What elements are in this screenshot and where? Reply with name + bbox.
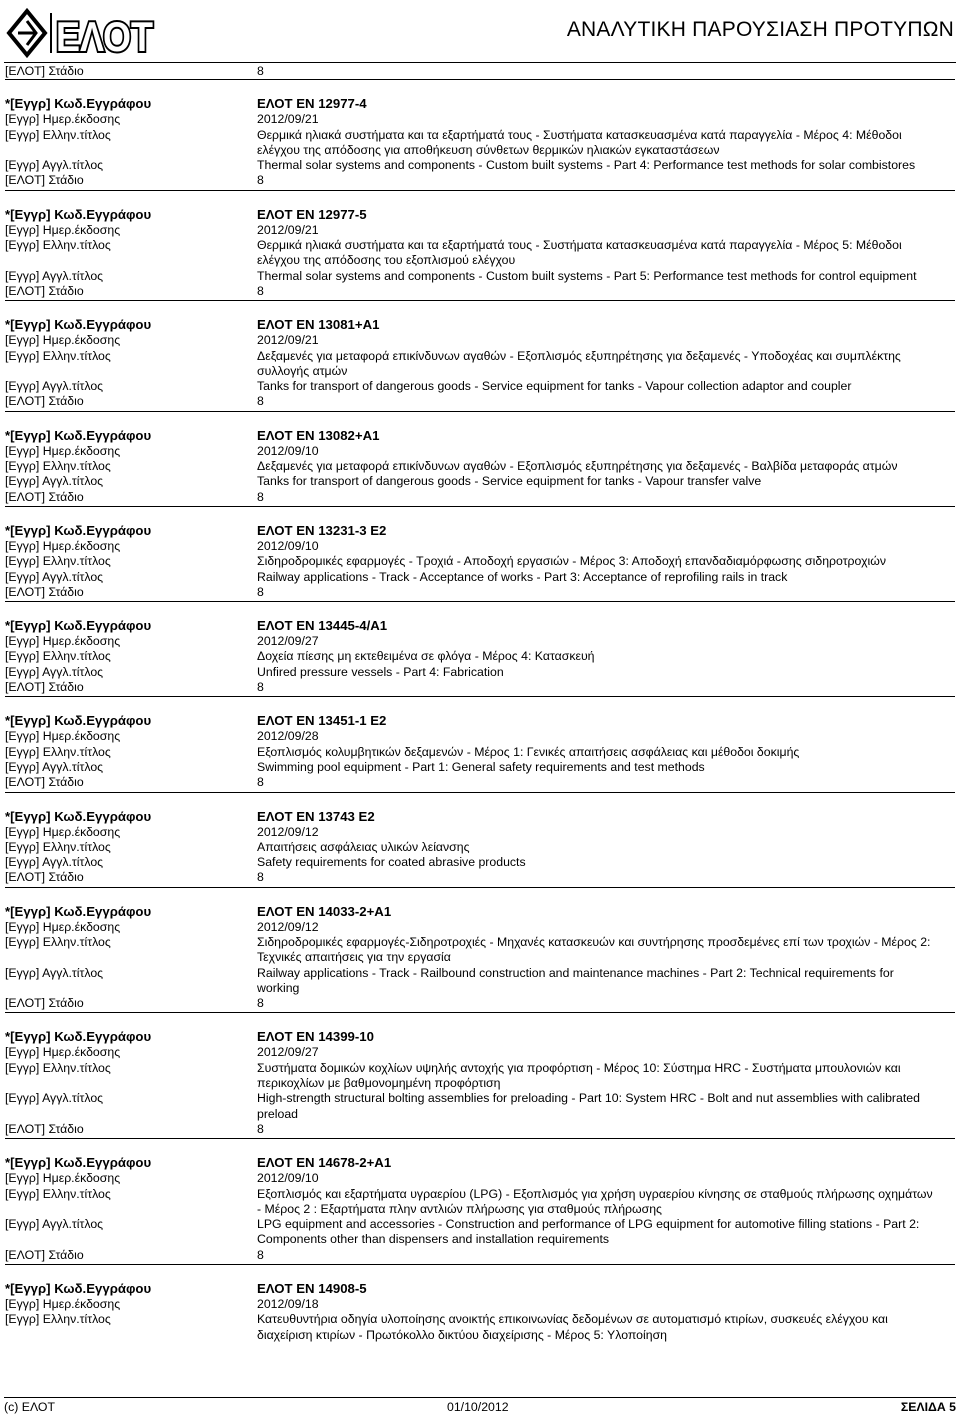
greek-title: Δοχεία πίεσης μη εκτεθειμένα σε φλόγα - Μέρος 4: Κατασκευή [257,649,595,664]
issue-date: 2012/09/10 [257,443,319,458]
print-date: 01/10/2012 [447,1400,509,1414]
greek-title: Σιδηροδρομικές εφαρμογές-Σιδηροτροχιές - Μηχανές κατασκευών και συντήρησης προσδεμένες επί των τροχιών - Μέρος 2: Τεχνικές απαιτήσεις για την εργασία [257,934,931,965]
stage-label: [ΕΛΟΤ] Στάδιο [5,489,84,504]
date-label: [Εγγρ] Ημερ.έκδοσης [5,1297,121,1312]
standard-record [5,809,955,888]
stage-value: 8 [257,996,264,1011]
stage-label: [ΕΛΟΤ] Στάδιο [5,394,84,409]
stage-label: [ΕΛΟΤ] Στάδιο [5,680,84,695]
greek-title-label: [Εγγρ] Ελλην.τίτλος [5,649,111,664]
greek-title-label: [Εγγρ] Ελλην.τίτλος [5,348,111,363]
copyright: (c) ΕΛΟΤ [4,1400,55,1414]
greek-title-label: [Εγγρ] Ελλην.τίτλος [5,839,111,854]
date-label: [Εγγρ] Ημερ.έκδοσης [5,634,121,649]
stage-value: 8 [257,64,264,78]
english-title: Swimming pool equipment - Part 1: General safety requirements and test methods [257,759,705,774]
greek-title: Εξοπλισμός και εξαρτήματα υγραερίου (LPG) - Εξοπλισμός για χρήση υγραερίου κίνησης σε σταθμούς πλήρωσης οχημάτων - Μέρος 2 : Εξαρτήματα πλην αντλιών πλήρωσης για σταθμούς πλήρωσης [257,1186,933,1216]
issue-date: 2012/09/21 [257,112,319,127]
greek-title-label: [Εγγρ] Ελλην.τίτλος [5,127,111,142]
greek-title: Συστήματα δομικών κοχλίων υψηλής αντοχής για προφόρτιση - Μέρος 10: Σύστημα HRC - Συστήματα μπουλονιών και περικοχλίων με βαθμονομημένη προφόρτιση [257,1060,901,1091]
date-label: [Εγγρ] Ημερ.έκδοσης [5,824,121,839]
standard-record [5,207,955,301]
greek-title-label: [Εγγρ] Ελλην.τίτλος [5,554,111,569]
english-title-label: [Εγγρ] Αγγλ.τίτλος [5,965,104,980]
document-code: ΕΛΟΤ EN 13082+A1 [257,427,380,443]
greek-title-label: [Εγγρ] Ελλην.τίτλος [5,1060,111,1075]
page-footer [4,1397,956,1416]
greek-title-label: [Εγγρ] Ελλην.τίτλος [5,238,111,253]
stage-label: [ΕΛΟΤ] Στάδιο [5,1121,84,1136]
stage-label: [ΕΛΟΤ] Στάδιο [5,1247,84,1262]
date-label: [Εγγρ] Ημερ.έκδοσης [5,222,121,237]
greek-title-label: [Εγγρ] Ελλην.τίτλος [5,459,111,474]
greek-title: Σιδηροδρομικές εφαρμογές - Τροχιά - Αποδοχή εργασιών - Μέρος 3: Αποδοχή επανδαδιαμόρφωσης σιδηροτροχιών [257,554,887,569]
english-title: LPG equipment and accessories - Construction and performance of LPG equipment for automotive filling stations - Part 2: Components other than dispensers and installation requirements [257,1217,920,1247]
date-label: [Εγγρ] Ημερ.έκδοσης [5,333,121,348]
date-label: [Εγγρ] Ημερ.έκδοσης [5,1171,121,1186]
page-header [0,0,960,62]
stage-value: 8 [257,489,264,504]
english-title: Tanks for transport of dangerous goods - Service equipment for tanks - Vapour transfer valve [257,474,762,489]
standard-record [5,1155,955,1265]
code-label: *[Εγγρ] Κωδ.Εγγράφου [5,1281,152,1297]
document-code: ΕΛΟΤ EN 13081+A1 [257,317,380,333]
english-title-label: [Εγγρ] Αγγλ.τίτλος [5,158,104,173]
english-title: Tanks for transport of dangerous goods - Service equipment for tanks - Vapour collection adaptor and coupler [257,379,852,394]
stage-label: [ΕΛΟΤ] Στάδιο [5,870,84,885]
greek-title-label: [Εγγρ] Ελλην.τίτλος [5,1186,111,1201]
document-code: ΕΛΟΤ EN 13231-3 E2 [257,522,387,538]
document-code: ΕΛΟΤ EN 14678-2+A1 [257,1155,392,1171]
english-title-label: [Εγγρ] Αγγλ.τίτλος [5,1091,104,1106]
english-title: High-strength structural bolting assemblies for preloading - Part 10: System HRC - Bolt and nut assemblies with calibrated preload [257,1091,920,1121]
logo-text: ΕΛΟΤ [56,13,154,60]
stage-value: 8 [257,584,264,599]
english-title: Unfired pressure vessels - Part 4: Fabrication [257,664,504,679]
standard-record [5,618,955,697]
english-title: Safety requirements for coated abrasive products [257,855,526,870]
stage-label: [ΕΛΟΤ] Στάδιο [5,584,84,599]
stage-value: 8 [257,1247,264,1262]
english-title: Thermal solar systems and components - Custom built systems - Part 5: Performance test methods for control equipment [257,268,917,283]
english-title-label: [Εγγρ] Αγγλ.τίτλος [5,664,104,679]
standard-record [5,317,955,411]
date-label: [Εγγρ] Ημερ.έκδοσης [5,729,121,744]
document-code: ΕΛΟΤ EN 14908-5 [257,1281,367,1297]
issue-date: 2012/09/27 [257,1045,319,1060]
date-label: [Εγγρ] Ημερ.έκδοσης [5,1045,121,1060]
greek-title: Εξοπλισμός κολυμβητικών δεξαμενών - Μέρος 1: Γενικές απαιτήσεις ασφάλειας και μέθοδοι δοκιμής [257,744,800,759]
stage-value: 8 [257,775,264,790]
english-title-label: [Εγγρ] Αγγλ.τίτλος [5,474,104,489]
elot-logo [7,8,157,58]
issue-date: 2012/09/21 [257,222,319,237]
english-title-label: [Εγγρ] Αγγλ.τίτλος [5,569,104,584]
english-title: Railway applications - Track - Railbound construction and maintenance machines - Part 2: Technical requirements for working [257,965,894,995]
stage-label: [ΕΛΟΤ] Στάδιο [5,173,84,188]
document-code: ΕΛΟΤ EN 14033-2+A1 [257,903,392,919]
standard-record [5,1029,955,1139]
standard-record [5,713,955,792]
english-title-label: [Εγγρ] Αγγλ.τίτλος [5,268,104,283]
page-number: ΣΕΛΙΔΑ 5 [900,1400,956,1414]
greek-title-label: [Εγγρ] Ελλην.τίτλος [5,934,111,949]
stage-value: 8 [257,870,264,885]
date-label: [Εγγρ] Ημερ.έκδοσης [5,112,121,127]
greek-title: Απαιτήσεις ασφάλειας υλικών λείανσης [257,839,470,854]
stage-value: 8 [257,680,264,695]
greek-title: Δεξαμενές για μεταφορά επικίνδυνων αγαθών - Εξοπλισμός εξυπηρέτησης για δεξαμενές - Υποδοχέας και συμπλέκτης συλλογής ατμών [257,348,901,378]
standard-record [5,904,955,1014]
greek-title: Θερμικά ηλιακά συστήματα και τα εξαρτήματά τους - Συστήματα κατασκευασμένα κατά παραγγελία - Μέρος 5: Μέθοδοι ελέγχου της απόδοσης του εξοπλισμού ελέγχου [257,238,902,268]
document-code: ΕΛΟΤ EN 13743 E2 [257,808,375,824]
english-title-label: [Εγγρ] Αγγλ.τίτλος [5,1217,104,1232]
code-label: *[Εγγρ] Κωδ.Εγγράφου [5,427,152,443]
issue-date: 2012/09/21 [257,333,319,348]
code-label: *[Εγγρ] Κωδ.Εγγράφου [5,522,152,538]
standard-record [5,428,955,507]
code-label: *[Εγγρ] Κωδ.Εγγράφου [5,618,152,634]
english-title: Thermal solar systems and components - Custom built systems - Part 4: Performance test methods for solar combistores [257,158,916,173]
issue-date: 2012/09/18 [257,1297,319,1312]
issue-date: 2012/09/10 [257,1171,319,1186]
code-label: *[Εγγρ] Κωδ.Εγγράφου [5,317,152,333]
greek-title-label: [Εγγρ] Ελλην.τίτλος [5,744,111,759]
stage-value: 8 [257,283,264,298]
stage-value: 8 [257,1121,264,1136]
code-label: *[Εγγρ] Κωδ.Εγγράφου [5,713,152,729]
code-label: *[Εγγρ] Κωδ.Εγγράφου [5,808,152,824]
greek-title: Κατευθυντήρια οδηγία υλοποίησης ανοικτής επικοινωνίας δεδομένων σε αυτοματισμό κτιρίων, συσκευές ελέγχου και διαχείριση κτιρίων - Πρωτόκολλο δικτύου διαχείρισης - Μέρος 5: Υλοποίηση [257,1312,888,1342]
issue-date: 2012/09/10 [257,538,319,553]
english-title: Railway applications - Track - Acceptance of works - Part 3: Acceptance of reprofiling rails in track [257,569,788,584]
standard-record [5,523,955,602]
code-label: *[Εγγρ] Κωδ.Εγγράφου [5,206,152,222]
standard-record [5,1281,955,1344]
header-divider [4,62,956,63]
code-label: *[Εγγρ] Κωδ.Εγγράφου [5,96,152,112]
stage-label: [ΕΛΟΤ] Στάδιο [5,996,84,1011]
english-title-label: [Εγγρ] Αγγλ.τίτλος [5,855,104,870]
code-label: *[Εγγρ] Κωδ.Εγγράφου [5,1155,152,1171]
greek-title: Θερμικά ηλιακά συστήματα και τα εξαρτήματά τους - Συστήματα κατασκευασμένα κατά παραγγελία - Μέρος 4: Μέθοδοι ελέγχου της απόδοσης για αποθήκευση σύνθετων θερμικών ηλιακών εγκαταστάσεων [257,127,902,157]
code-label: *[Εγγρ] Κωδ.Εγγράφου [5,1029,152,1045]
english-title-label: [Εγγρ] Αγγλ.τίτλος [5,379,104,394]
greek-title-label: [Εγγρ] Ελλην.τίτλος [5,1312,111,1327]
stage-value: 8 [257,173,264,188]
continued-stage-row [5,64,955,80]
page-title: ΑΝΑΛΥΤΙΚΗ ΠΑΡΟΥΣΙΑΣΗ ΠΡΟΤΥΠΩΝ [566,18,954,41]
issue-date: 2012/09/12 [257,919,319,934]
document-code: ΕΛΟΤ EN 13445-4/A1 [257,618,388,634]
issue-date: 2012/09/28 [257,729,319,744]
records-list [5,64,955,1360]
date-label: [Εγγρ] Ημερ.έκδοσης [5,443,121,458]
issue-date: 2012/09/12 [257,824,319,839]
code-label: *[Εγγρ] Κωδ.Εγγράφου [5,903,152,919]
english-title-label: [Εγγρ] Αγγλ.τίτλος [5,759,104,774]
issue-date: 2012/09/27 [257,634,319,649]
stage-label: [ΕΛΟΤ] Στάδιο [5,775,84,790]
stage-label: [ΕΛΟΤ] Στάδιο [5,283,84,298]
standard-record [5,96,955,190]
stage-value: 8 [257,394,264,409]
document-code: ΕΛΟΤ EN 12977-4 [257,96,367,112]
greek-title: Δεξαμενές για μεταφορά επικίνδυνων αγαθών - Εξοπλισμός εξυπηρέτησης για δεξαμενές - Βαλβίδα μεταφοράς ατμών [257,459,898,474]
document-code: ΕΛΟΤ EN 13451-1 E2 [257,713,387,729]
date-label: [Εγγρ] Ημερ.έκδοσης [5,538,121,553]
document-code: ΕΛΟΤ EN 12977-5 [257,206,367,222]
date-label: [Εγγρ] Ημερ.έκδοσης [5,919,121,934]
document-code: ΕΛΟΤ EN 14399-10 [257,1029,374,1045]
stage-label: [ΕΛΟΤ] Στάδιο [5,64,84,78]
